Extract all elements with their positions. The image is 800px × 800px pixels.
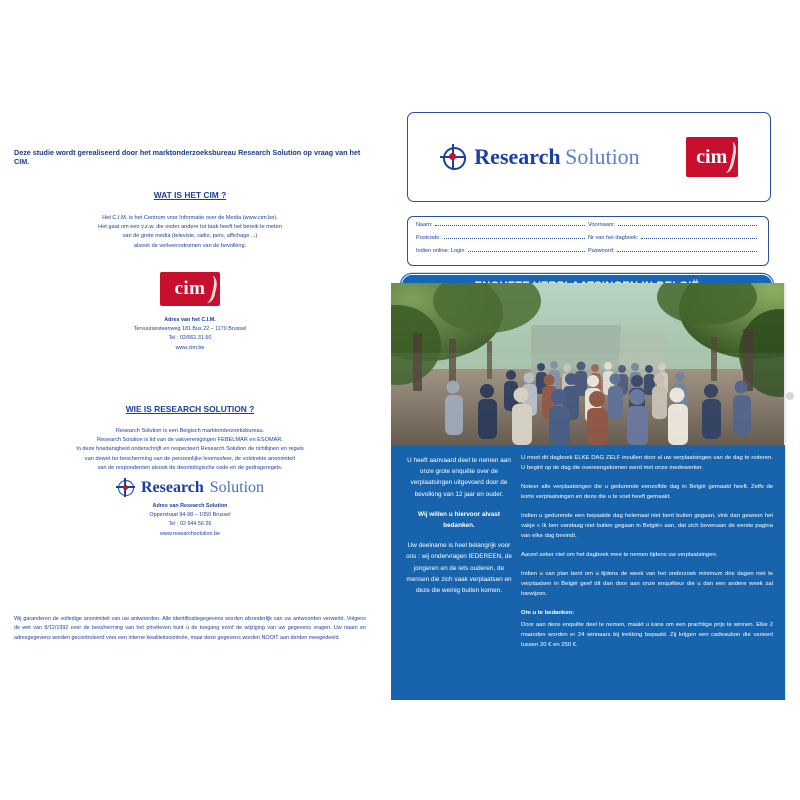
page-edge-notch	[786, 392, 794, 400]
instruction-paragraph-3: Indien u gedurende een bepaalde dag helemaal niet bent buiten gegaan, vink dan gewoon het vakje « Ik ben vandaag niet buiten gegaan in België» aan, dat zich bovenaan de eerste pagina van elke dag bevindt.	[521, 513, 773, 540]
instruction-paragraph-4: Aarzel zeker niet om het dagboek mee te nemen tijdens uw verplaatsingen.	[521, 552, 718, 559]
section-title-what-is-cim: WAT IS HET CIM ?	[153, 190, 227, 200]
research-solution-logo	[40, 478, 340, 497]
callout-paragraph-2: Wij willen u hiervoor alvast bedanken.	[418, 510, 500, 530]
rs-logo-word-solution: Solution	[209, 478, 265, 496]
section-what-is-cim	[40, 190, 340, 251]
postcode-input[interactable]	[444, 237, 585, 239]
paswoord-field[interactable]	[588, 248, 760, 254]
nr-dagboek-input[interactable]	[641, 237, 757, 239]
respondent-form	[407, 216, 769, 266]
reward-paragraph: Door aan deze enquête deel te nemen, maakt u kans om een prachtige prijs te winnen. Elke 2 maanden worden er 24 winnaars bij trekking bepaald. Zij krijgen een cadeaubon die varieert tussen 20 € en 250 €.	[521, 622, 773, 649]
rs-address-line-2: Tel : 02 644 56 26	[168, 521, 212, 528]
section-body-wie-is-rs	[30, 427, 350, 473]
header-rs-word-solution: Solution	[565, 144, 640, 169]
instructions-panel	[391, 445, 785, 700]
cim-logo-icon	[160, 272, 220, 306]
cim-body-line-1: Het C.I.M. is het Centrum voor Informatie over de Media (www.cim.be).	[102, 215, 278, 221]
nr-dagboek-field[interactable]	[588, 235, 760, 241]
left-page	[0, 0, 385, 800]
rs-body-line-4: van dewet ter bescherming van de persoonlijke levenssfeer, de volstrekte anonimiteit	[84, 455, 296, 462]
instructions-column	[521, 453, 773, 659]
rs-address-head: Adres van Research Solution	[152, 503, 228, 509]
crowd-street-photo	[391, 283, 785, 445]
research-solution-logo-block	[40, 478, 340, 539]
crosshair-target-icon	[440, 144, 466, 170]
cim-address	[40, 316, 340, 353]
login-field[interactable]	[416, 248, 588, 254]
rs-body-line-2: Research Solution is lid van de vakverenigingen FEBELMAR en ESOMAR.	[97, 437, 283, 444]
section-body-what-is-cim	[40, 214, 340, 251]
cim-logo-block	[40, 272, 340, 353]
login-input[interactable]	[468, 250, 585, 252]
privacy-footer-text: Wij garanderen de volledige anonimiteit van uw antwoorden. Alle identificatiegegevens worden afzonderlijk van uw antwoorden verwerkt. Volgens de wet van 8/12/1992 over de bescherming van het privéleven kunt u de toegang en/of de wijziging van uw gegevens vragen. Uw naam en adresgegevens worden gecontroleerd voor een interne kwaliteitscontrole, maar deze gegevens worden NOOIT aan derden meegedeeld.	[14, 616, 366, 641]
header-logo-box	[407, 112, 771, 202]
header-rs-word-research: Research	[474, 144, 561, 169]
header-logos	[408, 113, 770, 201]
paswoord-input[interactable]	[617, 250, 757, 252]
instruction-paragraph-1: U moet dit dagboek ELKE DAG ZELF invullen door al uw verplaatsingen van de dag te noteren. U begint op de dag die overeengekomen werd met onze medewerker.	[521, 455, 773, 472]
rs-logo-word-research: Research	[140, 478, 204, 496]
rs-address	[40, 502, 340, 539]
cim-logo-text: cim	[174, 278, 206, 299]
cim-body-line-3: van de grote media (televisie, radio, pers, affichage ...)	[122, 233, 258, 240]
rs-address-line-1: Opperstraat 94-98 – 1050 Brussel	[149, 512, 231, 519]
naam-label: Naam:	[416, 222, 433, 228]
cim-address-line-1: Tervuursesteenweg 181 Bus 22 – 1170 Brussel	[133, 326, 247, 333]
cim-body-line-2: Het gaat om een v.z.w. die onder andere tot taak heeft het bereik te meten	[98, 224, 282, 231]
section-wie-is-research-solution	[30, 404, 350, 473]
crosshair-target-icon	[116, 478, 135, 497]
postcode-field[interactable]	[416, 235, 588, 241]
rs-body-line-5: van de respondenten alsook de deontologische code en de gedragsregels.	[97, 464, 283, 471]
form-row-postcode	[416, 235, 760, 248]
rs-body-line-3: In deze hoedanigheid onderschrijft en respecteert Research Solution de richtlijnen en regels	[76, 446, 304, 453]
rs-website[interactable]: www.researchsolution.be	[160, 530, 220, 537]
naam-input[interactable]	[435, 224, 585, 226]
left-intro-text: Deze studie wordt gerealiseerd door het marktonderzoeksbureau Research Solution op vraag van het CIM.	[14, 148, 361, 167]
postcode-label: Postcode:	[416, 235, 441, 241]
cim-body-line-4: alsook de verkeersstromen van de bevolking.	[133, 242, 247, 249]
reward-heading: Om u te bedanken:	[521, 610, 575, 617]
thank-you-callout	[405, 455, 513, 605]
form-row-naam	[416, 222, 760, 235]
voornaam-field[interactable]	[588, 222, 760, 228]
paswoord-label: Paswoord:	[588, 248, 615, 254]
form-row-login	[416, 248, 760, 261]
instruction-paragraph-5: Indien u van plan bent om u tijdens de week van het onderzoek minimum drie dagen niet te verplaatsen in België geef dit dan door aan onze enquêteur die u dan een andere week zal toewijzen.	[521, 571, 773, 598]
naam-field[interactable]	[416, 222, 588, 228]
instruction-paragraph-2: Noteer alle verplaatsingen die u gedurende eenzelfde dag in België gemaakt heeft. Zelfs de korte verplaatsingen en deze die u te voet heeft gemaakt.	[521, 484, 773, 501]
rs-body-line-1: Research Solution is een Belgisch marktonderzoeksbureau.	[115, 428, 265, 434]
cim-website[interactable]: www.cim.be	[175, 344, 205, 351]
login-label: Indien online: Login	[416, 248, 465, 254]
nr-dagboek-label: Nr van het dagboek:	[588, 235, 639, 241]
voornaam-label: Voornaam:	[588, 222, 616, 228]
cim-logo-icon	[686, 137, 738, 177]
cim-address-line-2: Tel : 02/661.31.50	[168, 335, 212, 342]
voornaam-input[interactable]	[618, 224, 757, 226]
section-title-wie-is-rs: WIE IS RESEARCH SOLUTION ?	[125, 404, 255, 414]
callout-paragraph-3: Uw deelname is heel belangrijk voor ons : wij ondervragen IEDEREEN, de jongeren en de iets ouderen, de mensen die zich vaak verplaatsen en deze die weinig buiten komen.	[406, 542, 512, 595]
callout-paragraph-1: U heeft aanvaard deel te nemen aan onze grote enquête over de verplaatsingen uitgevoerd door de bevolking van 12 jaar en ouder.	[407, 457, 511, 498]
cim-address-head: Adres van het C.I.M.	[164, 317, 216, 323]
header-cim-logo-text: cim	[696, 146, 728, 168]
